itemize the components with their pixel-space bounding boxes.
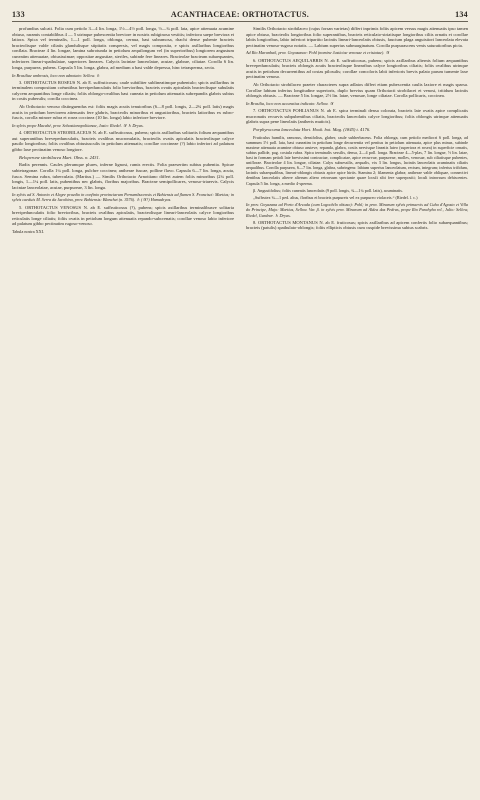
running-title: ACANTHACEAE: ORTHOTACTUS. (170, 10, 310, 19)
right-column (246, 26, 468, 237)
species-heading: 3. ORTHOTACTUS ROSEUS N. ab E. suffruticosus; caule subtiliter sublineatimque pubentulo; spicis axillaribus in terminalem compositam coëuntibus brevipedunculatis folio brevioribus, bracteis ovatis apiculatis bracteolisque subulatis calycem aequantibus longe ciliatis; foliis oblongo-ovalibus basi cuneata in petiolum attenuatis subrepandis glabris subtus in costis puberulis; corolla coccinea. (12, 79, 234, 102)
locality-note: In sylvis prope Macahé, prov. Sebastianopolitanae, Jasio: Riedel. ♃ ♄ Dryas. (12, 123, 144, 129)
description-paragraph: Ab Orthotacto venoso distinguendus est: foliis magis acutis tenuioribus (6—8 poll. longis, 2—2¾ poll. latis) magis acutis in petiolum breviorem attenuatis fere glabris, bracteolis minoribus et angustioribus, bracteis latioribus ex rubro-fuscis, corolla minore rubra et rosea coccinea (10 lin. longa) labio inferiore breviore. (12, 104, 234, 121)
page-header (12, 10, 468, 22)
species-heading: 4. ORTHOTACTUS STROBILACEUS N. ab E. suffruticosus, pubens; spicis axillaribus solitariis folium aequantibus aut superantibus brevepedunculatis, bracteis ovalibus mucronulatis, bracteolis ovatis apiculatis bracteolisque calyce pauilo longioribus; foliis ovalibus obtusiusculis in petiolum attenuatis; corollae coccineae (?) labio inferiori ad palatum gibbo laxe pectinatim venoso longiore. (12, 130, 234, 152)
description-paragraph: profundius sulcati. Folia cum petiolo 3—4 lin. longa, 1½—4½ poll. longa, ½—¾ poll. lata, apice attenuata acumine obtuso, raramis contabilibus 4 — 5 utrinque pubescentia breviore in nostris rubiginosa vestitis; inferiora saepe breviora et latiora. Spica vel terminalis, 1—1 poll. longa, oblonga, cernua, basi subramosa, rhachi dense pubente bracteis bracteolisque valde ciliatis glandulisque stipitatis conspersis, vel magis composita, e spicis axillaribus longioribus conflata. Bracteae 4 lin. longae, lamina subrotunda in petiolum aequilongum vel (in superioribus) longiorem angustum cuneatim attenuatae, obtusissimae; oppositae angustiae, steriles, subinde fere lineares. Bracteolae bracteam subaequantes, inferiores lineari-spathulatae, superiores lineares. Calycis laciniae lanceolatae, acutae, glabrae, ciliatae. Corolla 6 lin. longa, purpurea, pubens. Capsula 5 lin. longa, glabra, ad medium a basi valde depressa, hinc tetrasperma, secta. (12, 26, 234, 70)
left-column (12, 26, 234, 237)
description-paragraph: Similis Orthotacto strobilaceo (cujus forsan varietas) differt inprimis foliis apicem versus magis attenuatis ipso tamen apice obtuso, bracteolis longioribus folio superantibus, bracteis reticulato-striatisque longioribus ciliis ornatis et corollae labiis longioribus, labio inferiori tripartito laciniis lineari-lanceolatis obtusis, faucium plaga anguistiori lanceolata elevata pectinatim venoso-rugoso notatis. — Labium superius submarginatum. Corolla purpurascens venis saturatioribus picta. (246, 26, 468, 48)
text-columns (12, 26, 468, 237)
variety-heading: β. Angustifolius; foliis cuneatis lanceolatis (9 poll. longis, ¾—1¼ poll. latis), acuminatis. (253, 187, 403, 193)
description-paragraph: Ab Orthotacto strobilaceo praeter characteres supra adlatos differt etiam pubescentia caulis laxiore et magis sparsa. Corollae labium inferius longitudine superioris, duplo brevius quam Orthotacti strobilacei et venosi, tritidum laciniis oblongis obtusis. — Bracteae 5 lin. longae, 2½ lin. latae, venosae, longe ciliatae. Corolla pollicaris, coccinea. (246, 82, 468, 99)
synonym-line: Porphyrocoma lanceolata Hort. Hook. bot. Mag. (1845) t. 4176. (253, 126, 371, 132)
species-heading: 8. ORTHOTACTUS MONTANUS N. ab E. fruticosus; spicis axillaribus ad apicem confertis folio subaequantibus; bracteis (patulis) spathulato-oblongis; foliis ellipticis obtusis cum cuspide brevissima subtus scabris. (246, 219, 468, 231)
locality-note: In prov. Goyazana ad Porto d'Arcada (cum Logochilo obtuso): Pohl; in prov. Minarum sylvis primaevis ad Cuba d'Agosto et Villa do Principe, Majo: Martius, Sellow. Var. β. in sylvis prov. Minarum ad Aldea das Pedras, prope Rio Parahyba rel., Julio: Sellow, Riedel, Gardner. ♄ Dryas. (246, 202, 468, 218)
page-number-left: 133 (12, 10, 25, 19)
description-small: „Suffrutex ¾—1 ped. altus, floribus et bracteis purpureis vel ex purpureo violaceis.“ (Riedel. l. c.) (253, 195, 418, 201)
locality-note: In sylvis ad S. Antonio et Alegre praedio in confinio provinciarum Pernambucensis et Bahiensis ad flumen S. Francisci: Martius; in sylvis caeduis M. Serra da Jacobina, prov. Bahiensis: Blanchet (n. 3576). ♄ (♃?) Hamadryas. (12, 192, 234, 203)
description-paragraph: Radix perennis. Caules plerumque plures, inferne lignosi, ramis erectis. Folia praesertim subtus pubentia. Spicae subtetragonae. Corolla 1¼ poll. longa, pulchre coccinea; antherae fuscae, polline flavo. Capsula 6—7 lin. longa, acuta, fusca. Semina rubra, tuberculata. (Martius.) — Similis Orthotacto Arnottiano differt autem foliis minoribus (2¼ poll. longis, 1—1¼ poll. latis, pubentibus nec glabris, floribus majoribus. Bracteae semipollicares, venoso-triaervis. Calycis laciniae lanceolatae, acutae, purpureae, 3 lin. longa. (12, 162, 234, 190)
locality-note: In Brasilia, loco non accuratius indicato: Sellow. ♃ (246, 100, 334, 106)
plate-caption: Tabula nostra XXI. (12, 229, 45, 235)
locality-note: Ad Rio Maranhaõ, prov. Goyazanae: Pohl (nomine Justiciae venosae et cristatae). ♃ (246, 50, 390, 56)
species-heading: 6. ORTHOTACTUS AEQUILABRIS N. ab E. suffruticosus, pubens; spicis axillaribus alternis folium aequantibus brevepedunculatis; bracteis oblongis acutis bracteolisque linearibus calyce longioribus ciliatis; foliis ovalibus utrinque acutis in petiolum decurrentibus ad costas pilosulis; corollae concoloris labii inferioris brevis palato parum tumente laxe pectinatim venoso. (246, 57, 468, 80)
synonym-line: Beloperone strobilacea Mart. Obss. n. 2431. (19, 154, 100, 160)
description-small: Fruticulus humilis, ramosus, densifolius, glaber, caule subherbaceus. Folia oblonga, cum petiolo mediocri 6 poll. longa, ad summum 1½ poll. lata, basi cuneatim in petiolum longe decurrentia vel penitus in petiolum attenuata, apice plus minus, subinde maxime attenuata acumine obtuso aruteve, repanda, glabra, costis nervisque lineatis luteo (superiora et rosea) in superficie ornatis, subtus pallide, pag. costula rubra. Spica terminalis sessilis, densa, 2—4 poll. longa. Bracteae 4—5-plas, 7 lin. longae, ½ lin. latae, basi in formam petioli late brevissimi contractae, complicatae, apice recurvae, purpureae, molles, venosae, sub ciliatisque pubentes, uniflorae. Bracteolae 4 lin. longae, ciliatae. Calyx subsessilis, aequalis, vix 3 lin. longus, laciniis lanceolatis acuminatis ciliatis aequalibus. Corolla purpurea, 6—7 lin. longa, glabra, subringens: labium superius lanceolatum, rectum, integrum; inferius trifidum, laciniis subaequalibus, lineari-oblongis obtusis apice apice hirtis. Stamina 2; filamenta glabra; antherae valde obliquae, connectivi dentibus lanceolatis alterre alterum altero retrorsum spectante quare loculi sibi fere superpositi; loculi introrsum dehiscentes. Capsula 5 lin. longa, a medio 4-sperma. (246, 134, 468, 186)
species-heading: 7. ORTHOTACTUS POHLIANUS N. ab E. spica terminali densa colorata, bracteis late ovatis apice complicatis mucronatis recurvis subpubentibus ciliatis, bracteolis lanceolatis calyce longioribus; foliis oblongis utrinque attenuatis glabris supra pene lineolatis (antheris muticis). (246, 108, 468, 125)
species-heading: 5. ORTHOTACTUS VENOSUS N. ab E. suffruticosus (?), pubens; spicis axillaribus terminalibusve solitaria brevipedunculatis folio brevioribus, bracteis ovalibus apiculatis, bracteolisque lineari-lanceolatis calyce longioribus reticulatis longe ciliatis; foliis ovatis in petiolum longum attenuatis repando-subcrenatis; corollae venoso labio inferiore ad palatum gibbo pectinatim rugoso-venoso. (12, 204, 234, 227)
locality-note: In Brasiliae umbrosis, loco non adnotato: Sellow. ♄ (12, 72, 100, 78)
page-number-right: 134 (455, 10, 468, 19)
